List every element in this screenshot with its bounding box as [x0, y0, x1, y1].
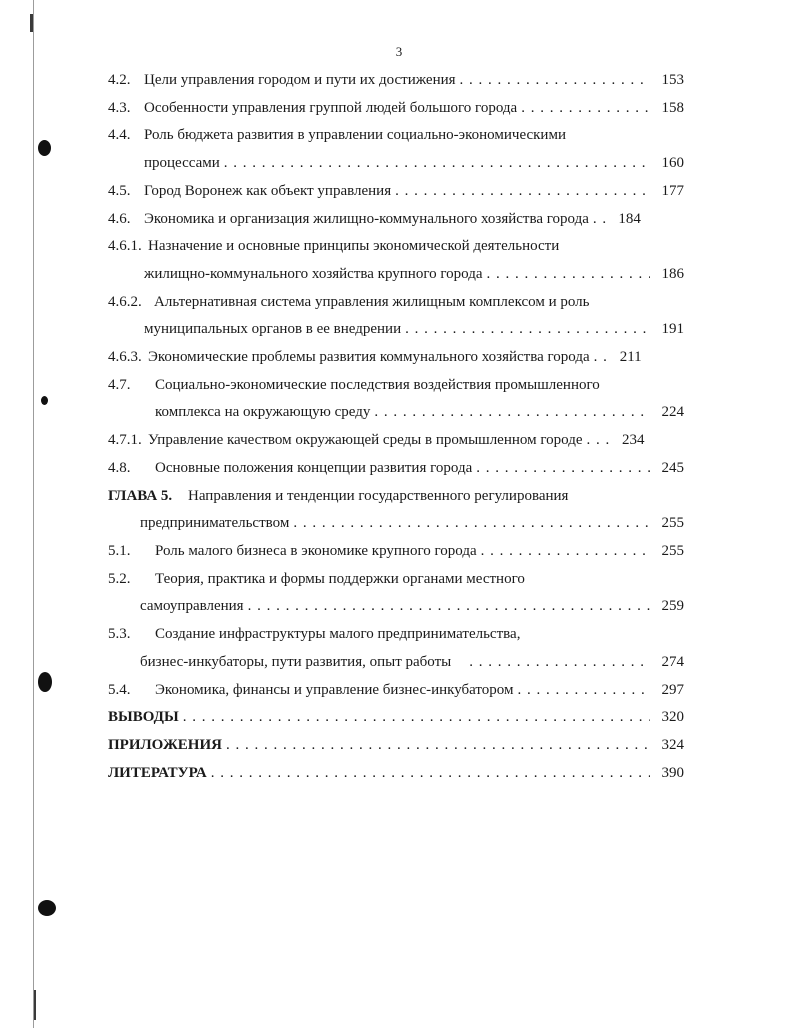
toc-title: бизнес-инкубаторы, пути развития, опыт работы [140, 654, 452, 670]
toc-row [108, 125, 684, 145]
toc-page: 224 [661, 404, 684, 420]
toc-title: Цели управления городом и пути их достижения [144, 72, 456, 88]
toc-title: ПРИЛОЖЕНИЯ [108, 737, 222, 753]
toc-row [108, 98, 684, 118]
toc-page: 153 [661, 72, 684, 88]
toc-page: 320 [661, 709, 684, 725]
toc-page: 274 [661, 654, 684, 670]
toc-row [108, 375, 684, 395]
toc-title: Направления и тенденции государственного регулирования [188, 488, 569, 504]
toc-page: 324 [661, 737, 684, 753]
punch-hole-mark-3 [38, 672, 52, 692]
toc-title: Город Воронеж как объект управления [144, 183, 392, 199]
toc-number: ГЛАВА 5. [108, 488, 173, 504]
toc-number: 5.3. [108, 626, 131, 642]
toc-title: процессами [144, 155, 220, 171]
toc-leader [395, 181, 650, 201]
toc-row [108, 763, 684, 783]
toc-number: 5.2. [108, 571, 131, 587]
toc-title: ВЫВОДЫ [108, 709, 179, 725]
toc-number: 4.2. [108, 72, 131, 88]
toc-leader [469, 652, 650, 672]
toc-title: Роль бюджета развития в управлении социально-экономическими [144, 127, 566, 143]
toc-title: Экономические проблемы развития коммунального хозяйства города [148, 349, 590, 365]
toc-row [144, 153, 684, 173]
toc-page: 234 [622, 432, 645, 448]
toc-title: Создание инфраструктуры малого предпринимательства, [155, 626, 521, 642]
toc-page: 255 [661, 515, 684, 531]
toc-number: 5.1. [108, 543, 131, 559]
toc-title: ЛИТЕРАТУРА [108, 765, 207, 781]
toc-leader [211, 763, 650, 783]
toc-number: 4.4. [108, 127, 131, 143]
toc-title: комплекса на окружающую среду [155, 404, 371, 420]
toc-row [108, 209, 684, 229]
toc-title: Основные положения концепции развития города [155, 460, 473, 476]
toc-leader [593, 209, 607, 229]
toc-number: 4.7.1. [108, 432, 142, 448]
toc-leader [521, 98, 650, 118]
toc-title: предпринимательством [140, 515, 290, 531]
toc-number: 4.6.2. [108, 294, 142, 310]
toc-leader [518, 680, 651, 700]
toc-row [144, 319, 684, 339]
toc-page: 177 [661, 183, 684, 199]
toc-row [108, 70, 684, 90]
toc-row [140, 596, 684, 616]
toc-number: 4.6. [108, 211, 131, 227]
toc-title: Роль малого бизнеса в экономике крупного города [155, 543, 477, 559]
toc-title: Экономика и организация жилищно-коммунального хозяйства города [144, 211, 589, 227]
toc-leader [374, 402, 650, 422]
toc-row [108, 430, 684, 450]
toc-page: 259 [661, 598, 684, 614]
toc-title: Альтернативная система управления жилищным комплексом и роль [154, 294, 590, 310]
toc-row [108, 236, 684, 256]
toc-number: 4.6.1. [108, 238, 142, 254]
toc-leader [226, 735, 650, 755]
toc-row [140, 513, 684, 533]
toc-row [108, 181, 684, 201]
toc-title: жилищно-коммунального хозяйства крупного города [144, 266, 483, 282]
toc-title: Теория, практика и формы поддержки органами местного [155, 571, 525, 587]
toc-number: 4.5. [108, 183, 131, 199]
toc-row [108, 680, 684, 700]
toc-page: 158 [661, 100, 684, 116]
toc-page: 160 [661, 155, 684, 171]
toc-page: 255 [661, 543, 684, 559]
toc-page: 191 [661, 321, 684, 337]
toc-row [108, 458, 684, 478]
toc-leader [594, 347, 608, 367]
toc-number: 4.7. [108, 377, 131, 393]
punch-hole-mark-1 [38, 140, 51, 156]
toc-page: 184 [618, 211, 641, 227]
page-number: 3 [395, 44, 403, 59]
toc-number: 4.6.3. [108, 349, 142, 365]
toc-number: 4.3. [108, 100, 131, 116]
toc-page: 245 [661, 460, 684, 476]
punch-hole-mark-4 [38, 900, 56, 916]
toc-leader [487, 264, 651, 284]
toc-row [108, 624, 684, 644]
toc-title: муниципальных органов в ее внедрении [144, 321, 402, 337]
toc-number: 5.4. [108, 682, 131, 698]
toc-leader [405, 319, 650, 339]
toc-row [108, 292, 684, 312]
toc-title: Социально-экономические последствия воздействия промышленного [155, 377, 600, 393]
toc-title: Особенности управления группой людей большого города [144, 100, 518, 116]
toc-page: 186 [661, 266, 684, 282]
toc-row [155, 402, 684, 422]
punch-hole-mark-2 [41, 396, 48, 405]
toc-title: Назначение и основные принципы экономической деятельности [148, 238, 560, 254]
toc-row [108, 486, 684, 506]
toc-leader [248, 596, 650, 616]
scan-edge-top-mark [30, 14, 33, 32]
toc-row [108, 735, 684, 755]
toc-row [108, 541, 684, 561]
toc-title: Управление качеством окружающей среды в промышленном городе [148, 432, 583, 448]
toc-number: 4.8. [108, 460, 131, 476]
toc-title: самоуправления [140, 598, 244, 614]
toc-leader [476, 458, 650, 478]
toc-leader [460, 70, 650, 90]
toc-leader [224, 153, 650, 173]
toc-row [108, 347, 684, 367]
scan-edge-bottom-mark [34, 990, 36, 1020]
toc-row [108, 569, 684, 589]
toc-leader [481, 541, 650, 561]
toc-page: 297 [661, 682, 684, 698]
toc-row [140, 652, 684, 672]
toc-row [144, 264, 684, 284]
toc-title: Экономика, финансы и управление бизнес-инкубатором [155, 682, 514, 698]
toc-leader [587, 430, 611, 450]
toc-page: 390 [661, 765, 684, 781]
scan-edge-left [33, 0, 34, 1028]
toc-row [108, 707, 684, 727]
toc-leader [293, 513, 650, 533]
toc-leader [183, 707, 650, 727]
toc-page: 211 [619, 349, 642, 365]
